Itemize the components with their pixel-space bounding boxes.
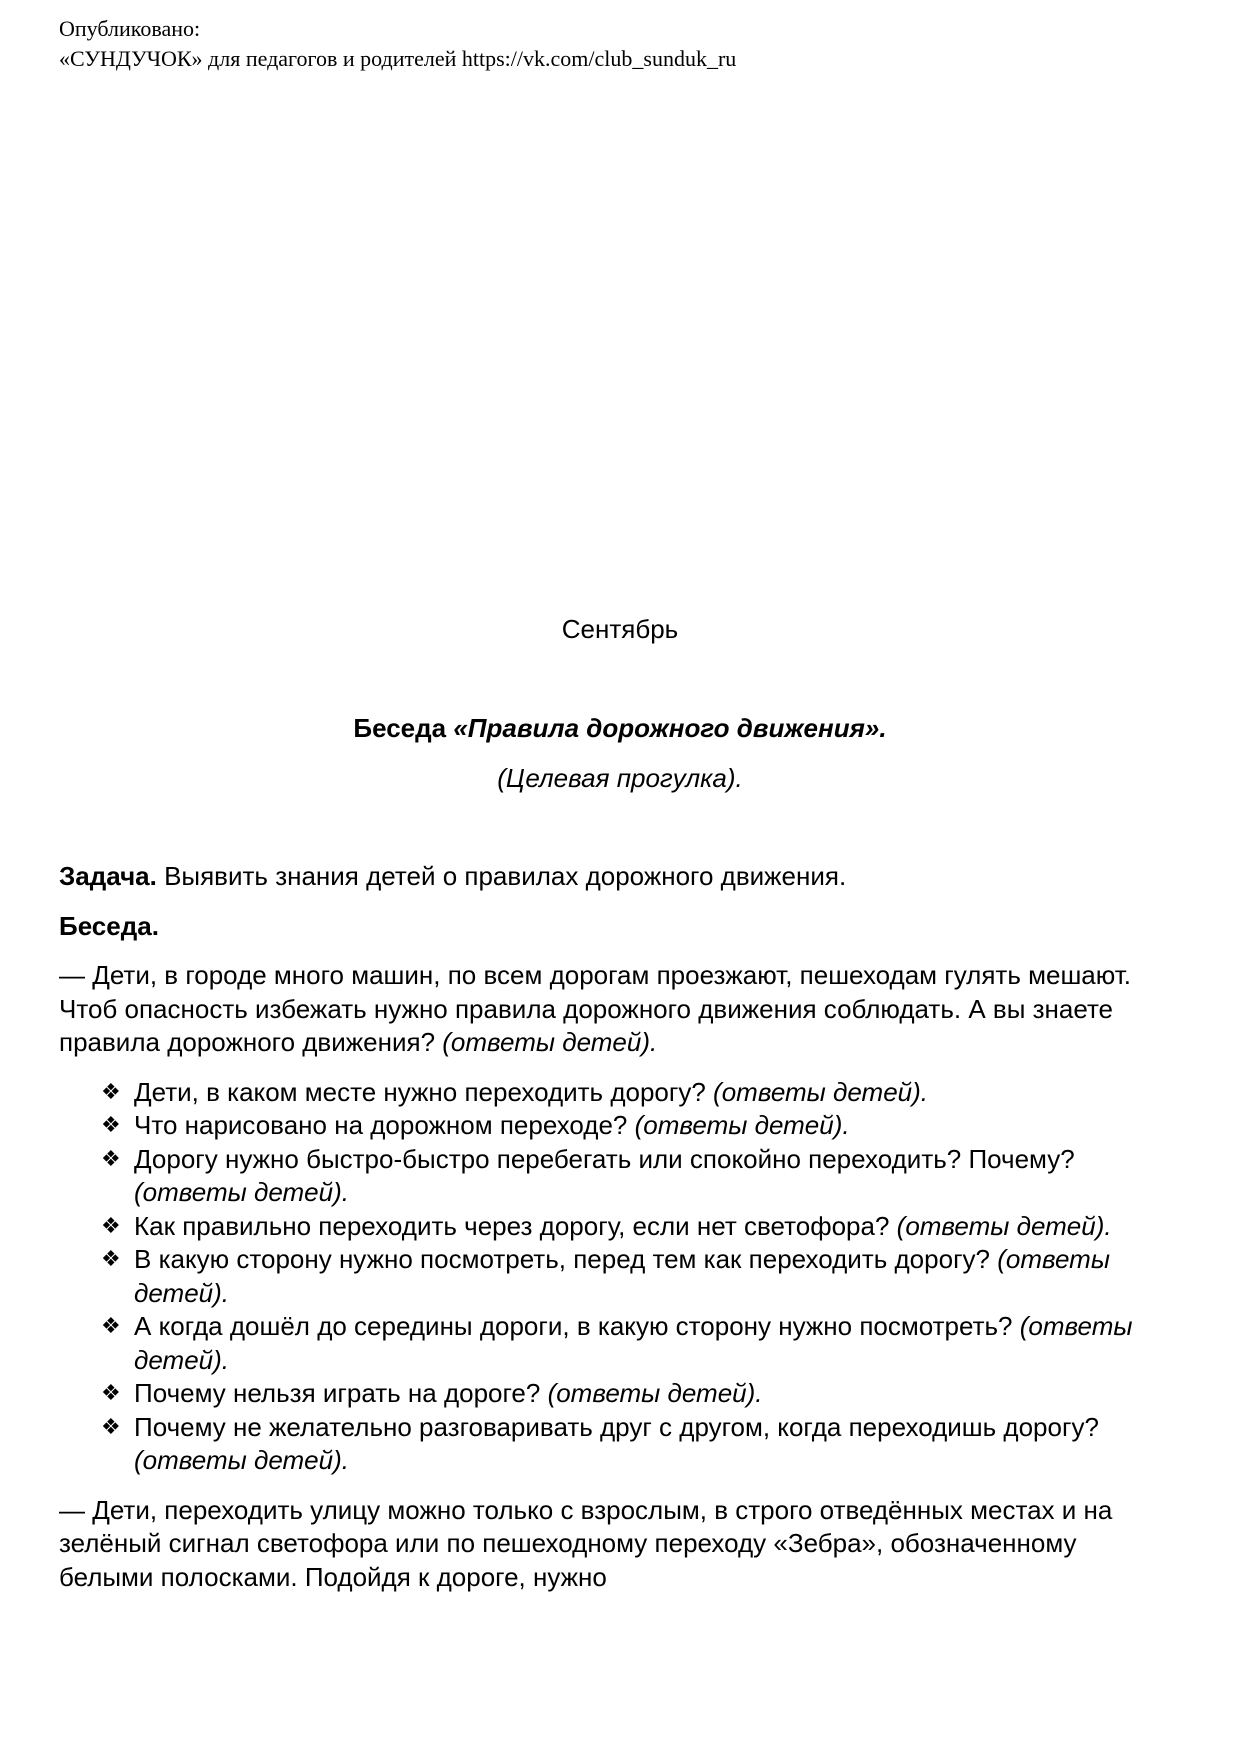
question-answer: (ответы детей). (547, 1378, 763, 1408)
question-text: Почему нельзя играть на дороге? (134, 1378, 548, 1408)
diamond-bullet-icon: ❖ (101, 1213, 121, 1239)
intro-paragraph (59, 959, 1139, 1060)
question-text: Как правильно переходить через дорогу, если нет светофора? (134, 1210, 897, 1241)
conversation-label: Беседа. (59, 910, 159, 941)
publication-header (59, 14, 736, 74)
header-published-label: Опубликовано: (59, 16, 201, 41)
diamond-bullet-icon: ❖ (101, 1113, 121, 1138)
list-item (101, 1143, 1139, 1210)
diamond-bullet-icon: ❖ (101, 1079, 121, 1105)
question-text: Дорогу нужно быстро-быстро перебегать или спокойно переходить? Почему? (134, 1143, 1075, 1174)
question-answer: (ответы детей). (896, 1210, 1112, 1241)
list-item (101, 1210, 1139, 1244)
question-text: Почему не желательно разговаривать друг с другом, когда переходишь дорогу? (134, 1411, 1099, 1442)
list-item (101, 1411, 1139, 1478)
month-heading: Сентябрь (561, 614, 679, 644)
diamond-bullet-icon: ❖ (101, 1381, 121, 1406)
document-title (0, 710, 1240, 746)
list-item (101, 1377, 1139, 1411)
question-text: А когда дошёл до середины дороги, в какую сторону нужно посмотреть? (134, 1311, 1020, 1341)
list-item (101, 1243, 1139, 1310)
document-body (59, 860, 1139, 1610)
intro-answer: (ответы детей). (442, 1027, 658, 1057)
list-item (101, 1109, 1139, 1143)
header-source-line: «СУНДУЧОК» для педагогов и родителей https://vk.com/club_sunduk_ru (59, 46, 737, 71)
question-text: Дети, в каком месте нужно переходить дорогу? (134, 1076, 714, 1107)
question-list (59, 1076, 1139, 1478)
question-answer: (ответы детей). (134, 1311, 1133, 1375)
list-item (101, 1076, 1139, 1110)
title-prefix: Беседа (353, 713, 447, 743)
question-answer: (ответы детей). (134, 1177, 349, 1207)
list-item (101, 1310, 1139, 1377)
diamond-bullet-icon: ❖ (101, 1146, 121, 1172)
task-label: Задача. (59, 861, 157, 891)
question-answer: (ответы детей). (134, 1244, 1110, 1308)
task-paragraph (59, 860, 1139, 894)
diamond-bullet-icon: ❖ (101, 1414, 121, 1440)
document-subtitle: (Целевая прогулка). (497, 763, 743, 793)
question-text: Что нарисовано на дорожном переходе? (134, 1110, 635, 1140)
task-text: Выявить знания детей о правилах дорожного движения. (156, 861, 847, 891)
diamond-bullet-icon: ❖ (101, 1314, 121, 1339)
question-answer: (ответы детей). (134, 1445, 349, 1475)
closing-paragraph: — Дети, переходить улицу можно только с взрослым, в строго отведённых местах и на зелёный сигнал светофора или по пешеходному переходу «Зебра», обозначенному белыми полосками. Подойдя к дороге, нужно (59, 1494, 1113, 1592)
title-topic: «Правила дорожного движения». (453, 713, 887, 743)
question-text: В какую сторону нужно посмотреть, перед тем как переходить дорогу? (134, 1244, 998, 1274)
question-answer: (ответы детей). (713, 1076, 929, 1107)
question-answer: (ответы детей). (634, 1110, 850, 1140)
intro-text: — Дети, в городе много машин, по всем дорогам проезжают, пешеходам гулять мешают. Чтоб опасность избежать нужно правила дорожного движения соблюдать. А вы знаете правила дорожного движения? (59, 960, 1131, 1057)
diamond-bullet-icon: ❖ (101, 1247, 121, 1272)
